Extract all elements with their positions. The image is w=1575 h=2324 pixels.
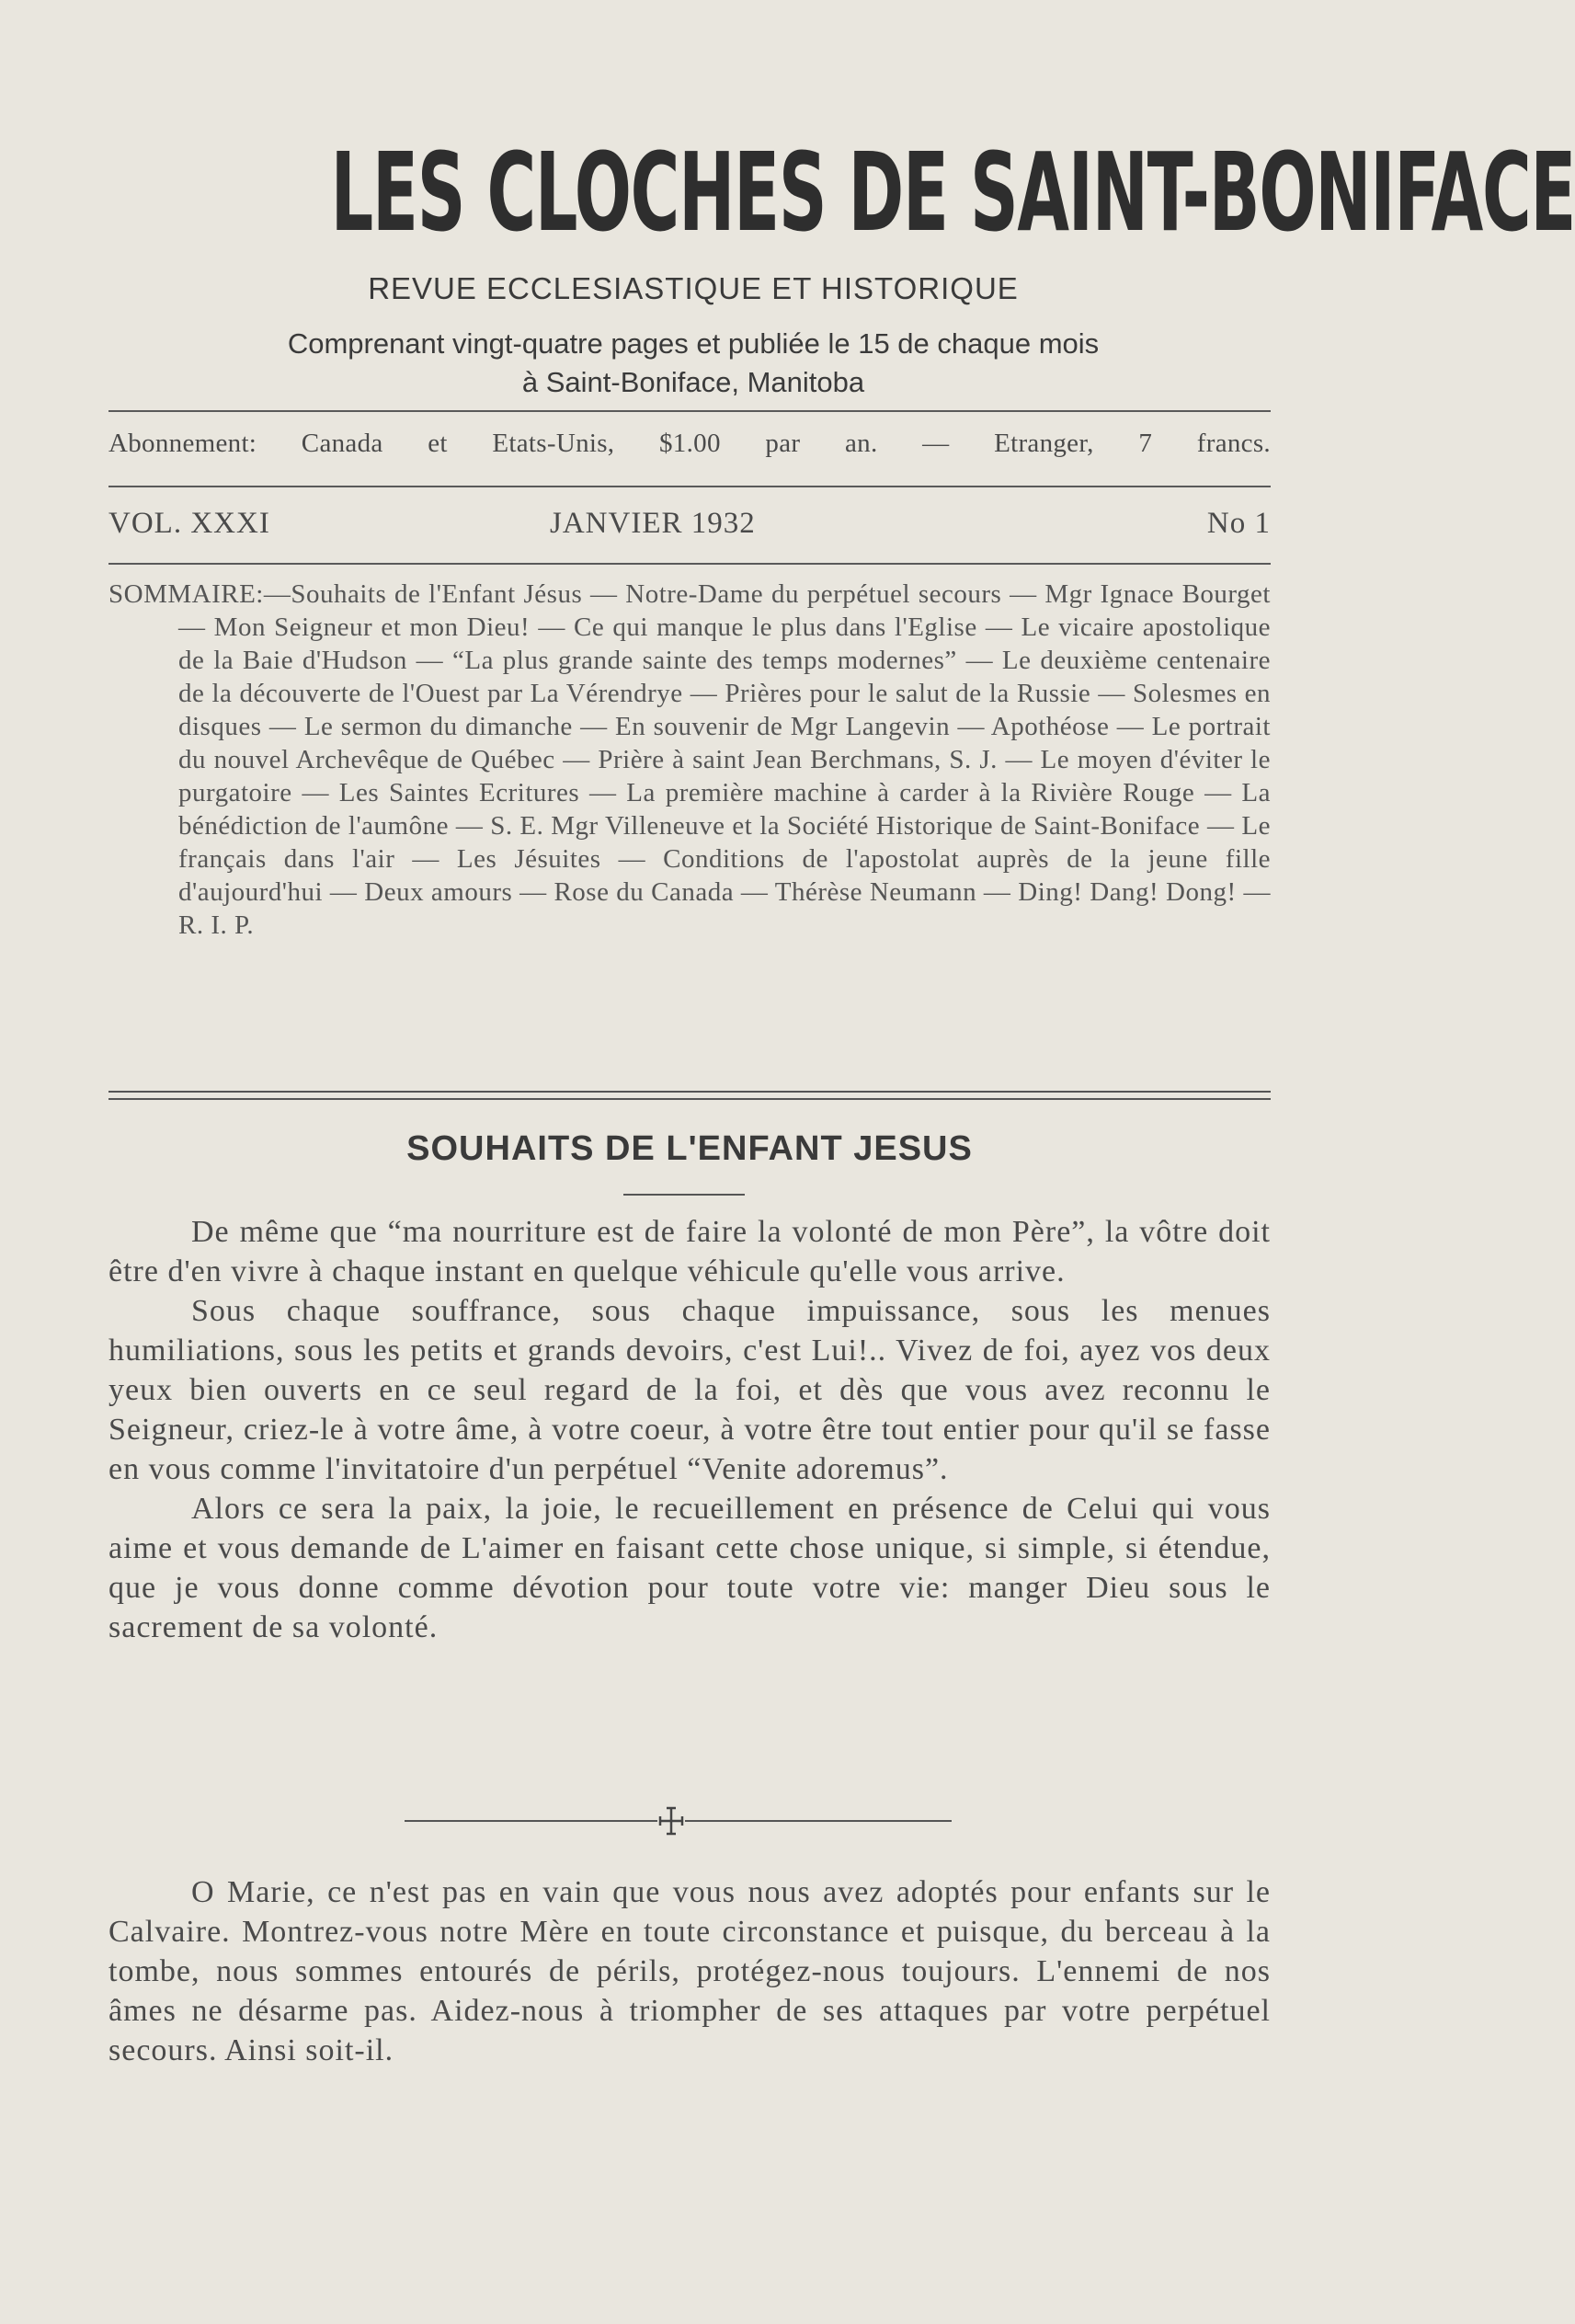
issue-date: JANVIER 1932 <box>550 507 756 540</box>
title-underline <box>623 1194 745 1196</box>
double-divider <box>108 1091 1271 1100</box>
divider <box>108 486 1271 487</box>
prayer-body <box>108 1872 1271 2070</box>
cross-ornament-icon <box>405 1803 956 1839</box>
divider <box>108 410 1271 412</box>
article-paragraph: Alors ce sera la paix, la joie, le recueillement en présence de Celui qui vous aime et vous demande de L'aimer en faisant cette chose unique, si simple, si étendue, que je vous donne comme dévotion pour toute votre vie: manger Dieu sous le sacrement de sa volonté. <box>108 1492 1271 1644</box>
article-paragraph: Sous chaque souffrance, sous chaque impuissance, sous les menues humiliations, sous les petits et grands devoirs, c'est Lui!.. Vivez de foi, ayez vos deux yeux bien ouverts en ce seul regard de la foi, et dès que vous avez reconnu le Seigneur, criez-le à votre âme, à votre coeur, à votre être tout entier pour qu'il se fasse en vous comme l'invitatoire d'un perpétuel “Venite adoremus”. <box>108 1294 1271 1486</box>
journal-title: LES CLOCHES DE SAINT-BONIFACE <box>330 129 1575 256</box>
issue-number: No 1 <box>1206 507 1271 540</box>
table-of-contents: SOMMAIRE:—Souhaits de l'Enfant Jésus — Notre-Dame du perpétuel secours — Mgr Ignace Bourget — Mon Seigneur et mon Dieu! — Ce qui manque le plus dans l'Eglise — Le vicaire apostolique de la Baie d'Hudson — “La plus grande sainte des temps modernes” — Le deuxième centenaire de la découverte de l'Ouest par La Vérendrye — Prières pour le salut de la Russie — Solesmes en disques — Le sermon du dimanche — En souvenir de Mgr Langevin — Apothéose — Le portrait du nouvel Archevêque de Québec — Prière à saint Jean Berchmans, S. J. — Le moyen d'éviter le purgatoire — Les Saintes Ecritures — La première machine à carder à la Rivière Rouge — La bénédiction de l'aumône — S. E. Mgr Villeneuve et la Société Historique de Saint-Boniface — Le français dans l'air — Les Jésuites — Conditions de l'apostolat auprès de la jeune fille d'aujourd'hui — Deux amours — Rose du Canada — Thérèse Neumann — Ding! Dang! Dong! — R. I. P. <box>108 579 1271 940</box>
prayer-paragraph: O Marie, ce n'est pas en vain que vous nous avez adoptés pour enfants sur le Calvaire. Montrez-vous notre Mère en toute circonstance et puisque, du berceau à la tombe, nous sommes entourés de périls, protégez-nous toujours. L'ennemi de nos âmes ne désarme pas. Aidez-nous à triompher de ses attaques par votre perpétuel secours. Ainsi soit-il. <box>108 1875 1271 2067</box>
divider <box>108 563 1271 565</box>
description-line-2: à Saint-Boniface, Manitoba <box>521 366 865 398</box>
article-body <box>108 1212 1271 1647</box>
description-line-1: Comprenant vingt-quatre pages et publiée le 15 de chaque mois <box>287 327 1100 360</box>
journal-description <box>108 325 1278 402</box>
article-paragraph: De même que “ma nourriture est de faire la volonté de mon Père”, la vôtre doit être d'en vivre à chaque instant en quelque véhicule qu'elle vous arrive. <box>108 1215 1271 1288</box>
article-title: SOUHAITS DE L'ENFANT JESUS <box>406 1129 973 1168</box>
volume-number: VOL. XXXI <box>108 507 270 540</box>
subscription-line: Abonnement: Canada et Etats-Unis, $1.00 par an. — Etranger, 7 francs. <box>108 429 1271 458</box>
journal-subtitle: REVUE ECCLESIASTIQUE ET HISTORIQUE <box>368 271 1019 305</box>
